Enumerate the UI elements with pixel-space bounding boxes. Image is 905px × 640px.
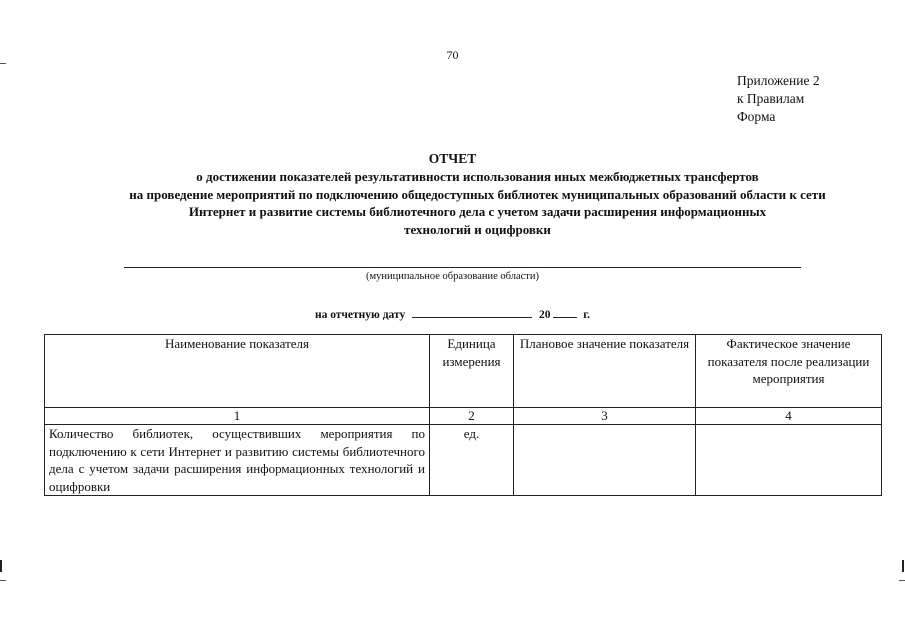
municipality-caption: (муниципальное образование области) <box>366 271 539 282</box>
unit-cell: ед. <box>430 425 514 496</box>
table-header-row <box>45 335 882 408</box>
report-date-line <box>0 306 905 321</box>
report-title: ОТЧЕТ <box>428 151 477 166</box>
municipality-fill-line[interactable] <box>124 267 801 268</box>
scan-edge-mark <box>0 580 6 581</box>
scan-edge-mark <box>0 63 6 64</box>
scan-edge-mark <box>899 580 905 581</box>
actual-value-cell[interactable] <box>696 425 882 496</box>
subtitle-line-4: технологий и оцифровки <box>404 221 551 237</box>
table-row <box>45 425 882 496</box>
column-number: 2 <box>430 408 514 425</box>
indicator-name-cell: Количество библиотек, осуществивших мероприятия по подключению к сети Интернет и развитию системы библиотечного дела с учетом задачи расширения информационных технологий и оцифровки <box>45 425 430 496</box>
column-number-row <box>45 408 882 425</box>
report-subtitle <box>40 168 905 238</box>
appendix-line-2: к Правилам <box>737 91 805 106</box>
date-fill-blank[interactable] <box>412 306 532 318</box>
scan-edge-mark <box>902 560 904 572</box>
date-prefix: на отчетную дату <box>314 309 406 321</box>
page-number: 70 <box>446 48 459 62</box>
subtitle-line-3: Интернет и развитие системы библиотечного дела с учетом задачи расширения информационных <box>188 204 767 219</box>
indicator-table <box>44 334 882 496</box>
scan-edge-mark <box>0 560 2 572</box>
column-number: 3 <box>514 408 696 425</box>
subtitle-line-2: на проведение мероприятий по подключению общедоступных библиотек муниципальных образований области к сети <box>129 186 826 202</box>
planned-value-cell[interactable] <box>514 425 696 496</box>
appendix-line-1: Приложение 2 <box>737 73 820 88</box>
subtitle-line-1: о достижении показателей результативности использования иных межбюджетных трансфертов <box>196 169 759 184</box>
appendix-note <box>737 72 820 126</box>
date-suffix: г. <box>583 309 591 321</box>
header-actual-value: Фактическое значение показателя после реализации мероприятия <box>696 335 882 408</box>
header-unit: Единица измерения <box>430 335 514 408</box>
year-fill-blank[interactable] <box>553 306 577 318</box>
header-indicator-name: Наименование показателя <box>45 335 430 408</box>
column-number: 4 <box>696 408 882 425</box>
date-year: 20 <box>538 309 551 321</box>
header-planned-value: Плановое значение показателя <box>514 335 696 408</box>
appendix-line-3: Форма <box>737 109 776 124</box>
column-number: 1 <box>45 408 430 425</box>
